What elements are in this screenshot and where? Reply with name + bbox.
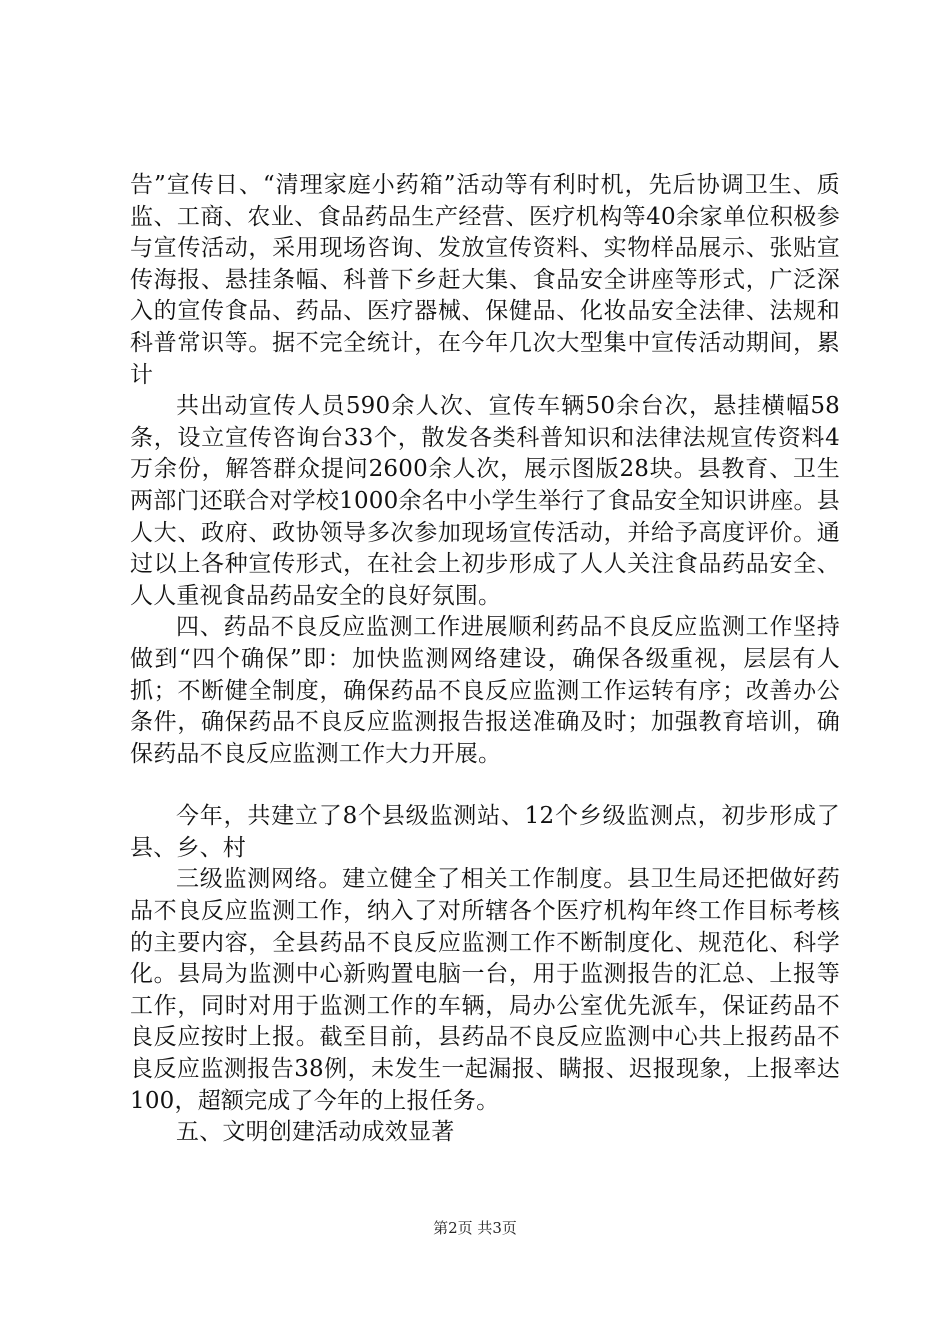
section-heading-civilization: 五、文明创建活动成效显著 (176, 1119, 455, 1146)
page-footer: 第2页 共3页 (433, 1219, 517, 1237)
document-body (130, 170, 840, 1149)
paragraph-monitoring-stations: 今年，共建立了8个县级监测站、12个乡级监测点，初步形成了县、乡、村 (130, 803, 840, 861)
paragraph-publicity-activities: 告”宣传日、“清理家庭小药箱”活动等有利时机，先后协调卫生、质监、工商、农业、食品药品生产经营、医疗机构等40余家单位积极参与宣传活动，采用现场咨询、发放宣传资料、实物样品展示、张贴宣传海报、悬挂条幅、科普下乡赶大集、食品安全讲座等形式，广泛深入的宣传食品、药品、医疗器械、保健品、化妆品安全法律、法规和科普常识等。据不完全统计，在今年几次大型集中宣传活动期间，累计 (130, 172, 840, 388)
paragraph-adverse-reaction-monitoring: 四、药品不良反应监测工作进展顺利药品不良反应监测工作坚持做到“四个确保”即：加快监测网络建设，确保各级重视，层层有人抓；不断健全制度，确保药品不良反应监测工作运转有序；改善办公条件，确保药品不良反应监测报告报送准确及时；加强教育培训，确保药品不良反应监测工作大力开展。 (130, 614, 840, 767)
paragraph-monitoring-network: 三级监测网络。建立健全了相关工作制度。县卫生局还把做好药品不良反应监测工作，纳入了对所辖各个医疗机构年终工作目标考核的主要内容，全县药品不良反应监测工作不断制度化、规范化、科学化。县局为监测中心新购置电脑一台，用于监测报告的汇总、上报等工作，同时对用于监测工作的车辆，局办公室优先派车，保证药品不良反应按时上报。截至目前，县药品不良反应监测中心共上报药品不良反应监测报告38例，未发生一起漏报、瞒报、迟报现象，上报率达100，超额完成了今年的上报任务。 (130, 866, 840, 1114)
paragraph-spacer (130, 770, 840, 801)
paragraph-publicity-statistics: 共出动宣传人员590余人次、宣传车辆50余台次，悬挂横幅58条，设立宣传咨询台33个，散发各类科普知识和法律法规宣传资料4万余份，解答群众提问2600余人次，展示图版28块。县教育、卫生两部门还联合对学校1000余名中小学生举行了食品安全知识讲座。县人大、政府、政协领导多次参加现场宣传活动，并给予高度评价。通过以上各种宣传形式，在社会上初步形成了人人关注食品药品安全、人人重视食品药品安全的良好氛围。 (130, 393, 840, 609)
